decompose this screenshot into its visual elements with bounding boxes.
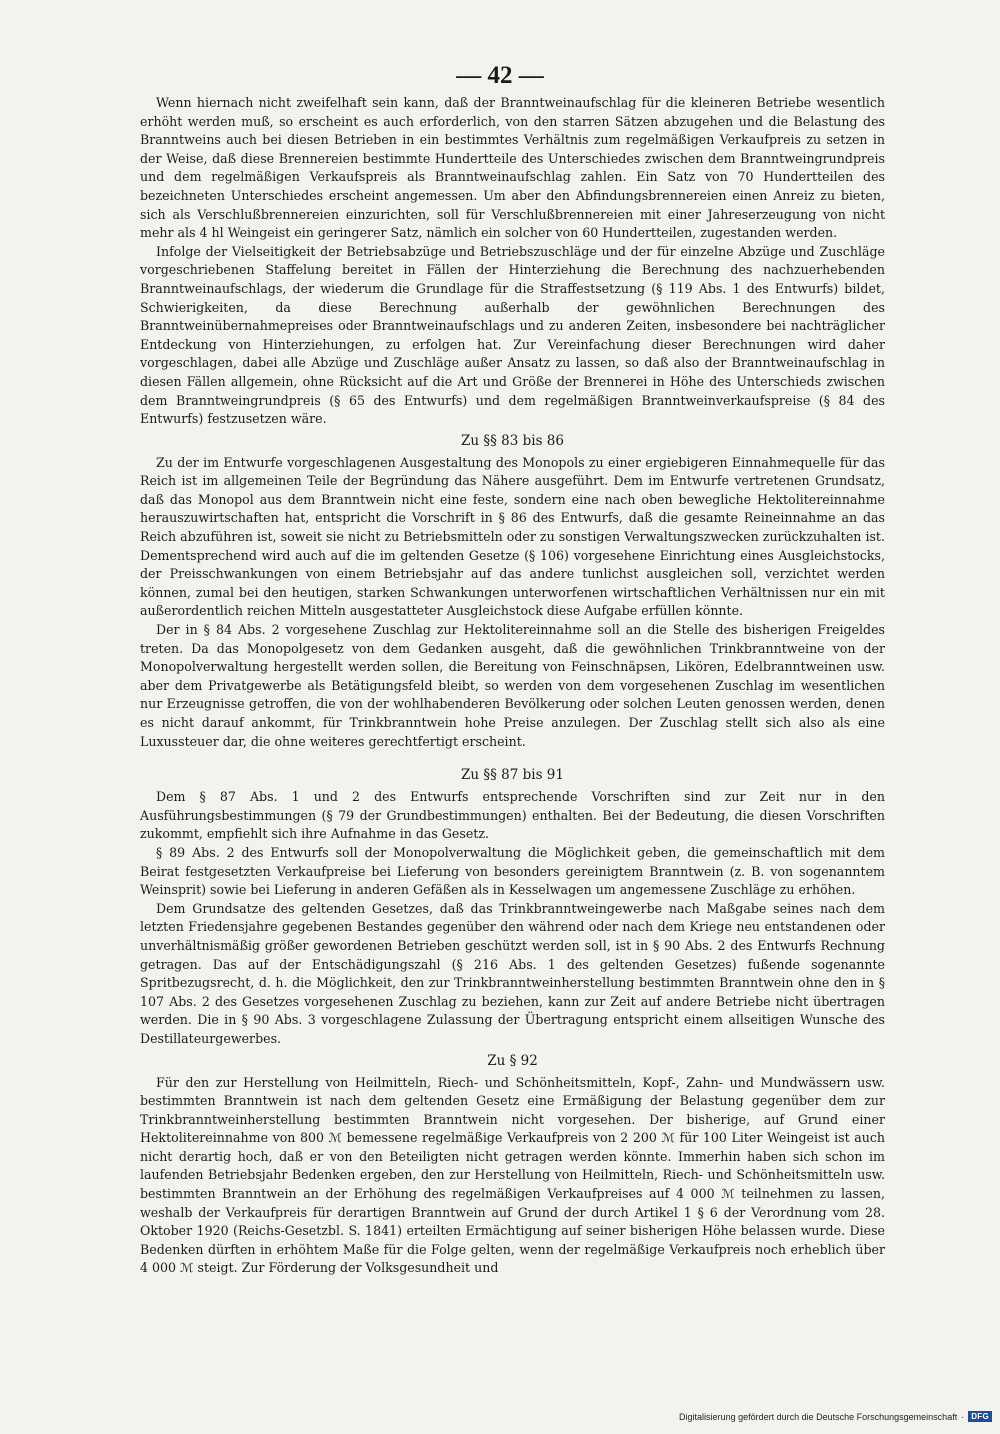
paragraph: Der in § 84 Abs. 2 vorgesehene Zuschlag zur Hektolitereinnahme soll an die Stelle des bisherigen Freigeldes treten. Da das Monopolgesetz von dem Gedanken ausgeht, daß die gewöhnlichen Trinkbranntweine von der Monopolverwaltung hergestellt werden sollen, die Bereitung von Feinschnäpsen, Likören, Edelbranntweinen usw. aber dem Privatgewerbe als Betätigungsfeld bleibt, so werden von dem vorgesehenen Zuschlag im wesentlichen nur Erzeugnisse getroffen, die von der wohlhabenderen Bevölkerung oder solchen Leuten genossen werden, denen es nicht darauf ankommt, für Trinkbranntwein hohe Preise anzulegen. Der Zuschlag stellt sich also als eine Luxussteuer dar, die ohne weiteres gerechtfertigt erscheint.	[140, 622, 885, 749]
section-heading: Zu §§ 87 bis 91	[461, 767, 564, 784]
paragraph: Infolge der Vielseitigkeit der Betriebsabzüge und Betriebszuschläge und der für einzelne Abzüge und Zuschläge vorgeschriebenen Staffelung bereitet in Fällen der Hinterziehung die Berechnung des nachzuerhebenden Branntweinaufschlags, der wiederum die Grundlage für die Straffestsetzung (§ 119 Abs. 1 des Entwurfs) bildet, Schwierigkeiten, da diese Berechnung außerhalb der gewöhnlichen Berechnungen des Branntweinübernahmepreises oder Branntweinaufschlags und zu anderen Zeiten, insbesondere bei nachträglicher Entdeckung von Hinterziehungen, zu erfolgen hat. Zur Vereinfachung dieser Berechnungen wird daher vorgeschlagen, dabei alle Abzüge und Zuschläge außer Ansatz zu lassen, so daß also der Branntweinaufschlag in diesen Fällen allgemein, ohne Rücksicht auf die Art und Größe der Brennerei in Höhe des Unterschieds zwischen dem Branntweingrundpreis (§ 65 des Entwurfs) und dem regelmäßigen Branntweinverkaufspreise (§ 84 des Entwurfs) festzusetzen wäre.	[140, 243, 885, 427]
section-heading: Zu § 92	[487, 1052, 538, 1069]
paragraph: Wenn hiernach nicht zweifelhaft sein kann, daß der Branntweinaufschlag für die kleineren Betriebe wesentlich erhöht werden muß, so erscheint es auch erforderlich, von den starren Sätzen abzugehen und die Belastung des Branntweins auch bei diesen Betrieben in ein bestimmtes Verhältnis zum regelmäßigen Verkaufpreis zu setzen in der Weise, daß diese Brennereien bestimmte Hundertteile des Unterschiedes zwischen dem Branntweingrundpreis und dem regelmäßigen Verkaufspreis als Branntweinaufschlag zahlen. Ein Satz von 70 Hundertteilen des bezeichneten Unterschiedes erscheint angemessen. Um aber den Abfindungsbrennereien einen Anreiz zu bieten, sich als Verschlußbrennereien einzurichten, soll für Verschlußbrennereien mit einer Jahreserzeugung von nicht mehr als 4 hl Weingeist ein geringerer Satz, nämlich ein solcher von 60 Hundertteilen, zugestanden werden.	[140, 95, 885, 241]
paragraph: Dem Grundsatze des geltenden Gesetzes, daß das Trinkbranntweingewerbe nach Maßgabe seines nach dem letzten Friedensjahre gegebenen Bestandes gegenüber den während oder nach dem Kriege neu entstandenen oder unverhältnismäßig größer gewordenen Betrieben geschützt werden soll, ist in § 90 Abs. 2 des Entwurfs Rechnung getragen. Das auf der Entschädigungszahl (§ 216 Abs. 1 des geltenden Gesetzes) fußende sogenannte Spritbezugsrecht, d. h. die Möglichkeit, den zur Trinkbranntweinherstellung bestimmten Branntwein ohne den in § 107 Abs. 2 des Gesetzes vorgesehenen Zuschlag zu beziehen, kann zur Zeit auf andere Betriebe nicht übertragen werden. Die in § 90 Abs. 3 vorgeschlagene Zulassung der Übertragung entspricht einem allseitigen Wunsche des Destillateurgewerbes.	[140, 900, 885, 1046]
paragraph: Für den zur Herstellung von Heilmitteln, Riech- und Schönheitsmitteln, Kopf-, Zahn- und Mundwässern usw. bestimmten Branntwein ist nach dem geltenden Gesetz eine Ermäßigung der Belastung gegenüber dem zur Trinkbranntweinherstellung bestimmten Branntwein nicht vorgesehen. Der bisherige, auf Grund einer Hektolitereinnahme von 800 ℳ bemessene regelmäßige Verkaufpreis von 2 200 ℳ für 100 Liter Weingeist ist auch nicht derartig hoch, daß er von den Beteiligten nicht getragen werden könnte. Immerhin haben sich schon im laufenden Betriebsjahr Bedenken ergeben, den zur Herstellung von Heilmitteln, Riech- und Schönheitsmitteln usw. bestimmten Branntwein an der Erhöhung des regelmäßigen Verkaufpreises auf 4 000 ℳ teilnehmen zu lassen, weshalb der Verkaufpreis für derartigen Branntwein auf Grund der durch Artikel 1 § 6 der Verordnung vom 28. Oktober 1920 (Reichs-Gesetzbl. S. 1841) erteilten Ermächtigung auf seiner bisherigen Höhe belassen wurde. Diese Bedenken dürften in erhöhtem Maße für die Folge gelten, wenn der regelmäßige Verkaufpreis noch erheblich über 4 000 ℳ steigt. Zur Förderung der Volksgesundheit und	[140, 1074, 885, 1276]
document-body	[140, 94, 885, 1278]
paragraph: Zu der im Entwurfe vorgeschlagenen Ausgestaltung des Monopols zu einer ergiebigeren Einnahmequelle für das Reich ist im allgemeinen Teile der Begründung das Nähere ausgeführt. Dem im Entwurfe vertretenen Grundsatz, daß das Monopol aus dem Branntwein nicht eine feste, sondern eine nach oben bewegliche Hektolitereinnahme herauszuwirtschaften hat, entspricht die Vorschrift in § 86 des Entwurfs, daß die gesamte Reineinnahme an das Reich abzuführen ist, soweit sie nicht zu Betriebsmitteln oder zu sonstigen Verwaltungszwecken zurückzuhalten ist. Dementsprechend wird auch auf die im geltenden Gesetze (§ 106) vorgesehene Einrichtung eines Ausgleichstocks, der Preisschwankungen von einem Betriebsjahr auf das andere tunlichst ausgleichen soll, verzichtet werden können, zumal bei den heutigen, starken Schwankungen unterworfenen wirtschaftlichen Verhältnissen nur ein mit außerordentlich reichen Mitteln ausgestatteter Ausgleichstock diese Aufgabe erfüllen könnte.	[140, 454, 885, 619]
paragraph: § 89 Abs. 2 des Entwurfs soll der Monopolverwaltung die Möglichkeit geben, die gemeinschaftlich mit dem Beirat festgesetzten Verkaufpreise bei Lieferung von besonders gereinigtem Branntwein (z. B. von sogenanntem Weinsprit) sowie bei Lieferung in anderen Gefäßen als in Kesselwagen um angemessene Zuschläge zu erhöhen.	[140, 844, 885, 898]
dfg-logo: DFG	[968, 1411, 992, 1422]
paragraph: Dem § 87 Abs. 1 und 2 des Entwurfs entsprechende Vorschriften sind zur Zeit nur in den Ausführungsbestimmungen (§ 79 der Grundbestimmungen) enthalten. Bei der Bedeutung, die diesen Vorschriften zukommt, empfiehlt sich ihre Aufnahme in das Gesetz.	[140, 789, 885, 842]
page-number: — 42 —	[456, 62, 544, 89]
digitization-credit: Digitalisierung gefördert durch die Deutsche Forschungsgemeinschaft · DFG	[679, 1411, 992, 1422]
section-heading: Zu §§ 83 bis 86	[461, 432, 564, 449]
footer-text: Digitalisierung gefördert durch die Deutsche Forschungsgemeinschaft	[679, 1411, 958, 1422]
